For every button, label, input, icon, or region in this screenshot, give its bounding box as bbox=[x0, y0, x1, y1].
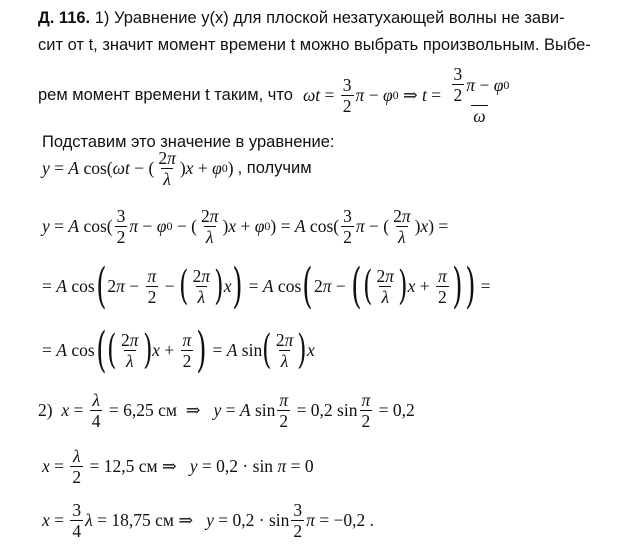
problem-line-3 bbox=[38, 64, 513, 126]
equation-2: y = A cos( $\frac{3}{2}$ π − φ 0 − ( $\frac{2\pi}{\lambda}$ ) x + φ 0 ) = A cos( $\frac{3}{2}$ π − ( $\frac{2\pi}{\lambda}$ ) x ) = bbox=[42, 206, 449, 247]
substitute-text: Подставим это значение в уравнение: bbox=[42, 133, 335, 151]
equation-7: x = $\frac{3}{4}$ λ = 18,75 см ⇒ y = 0,2 · sin $\frac{3}{2}$ π = −0,2 . bbox=[42, 500, 375, 541]
part-2-label: 2) bbox=[38, 400, 53, 420]
equation-4: = A cos ( ( $\frac{2\pi}{\lambda}$ ) x + $\frac{\pi}{2}$ ) = A sin ( $\frac{2\pi}{\lambda}$ ) x bbox=[42, 322, 315, 378]
equation-6: x = $\frac{\lambda}{2}$ = 12,5 см ⇒ y = 0,2 · sin π = 0 bbox=[42, 446, 314, 487]
eq1-suffix: , получим bbox=[237, 159, 312, 177]
problem-intro: 1) Уравнение y(x) для плоской незатухающей волны не зави- bbox=[94, 9, 565, 27]
wave-equation: y = A cos( ωt − ( $\frac{2\pi}{\lambda}$ ) x + φ 0 ) , получим bbox=[42, 148, 312, 189]
problem-line-3-text: рем момент времени t таким, что bbox=[38, 85, 293, 104]
problem-line-1 bbox=[38, 8, 565, 28]
equation-5: 2) x = $\frac{\lambda}{4}$ = 6,25 см ⇒ y = A sin $\frac{\pi}{2}$ = 0,2 sin $\frac{\pi}{2}$ = 0,2 bbox=[38, 390, 415, 431]
problem-line-2: сит от t, значит момент времени t можно выбрать произвольным. Выбе- bbox=[38, 36, 591, 54]
equation-3: = A cos ( 2 π − $\frac{\pi}{2}$ − ( $\frac{2\pi}{\lambda}$ ) x ) = A cos ( 2 π − ( ( $\frac{2\pi}{\lambda}$ ) x + $\frac{\pi}{2}$ ) ) = bbox=[42, 258, 491, 314]
problem-label: Д. 116. bbox=[38, 9, 91, 27]
time-formula: ωt = $\frac{3}{2}$ π − φ 0 ⇒ t = $\frac{3}{2}$ π − φ 0 ω bbox=[302, 64, 510, 126]
